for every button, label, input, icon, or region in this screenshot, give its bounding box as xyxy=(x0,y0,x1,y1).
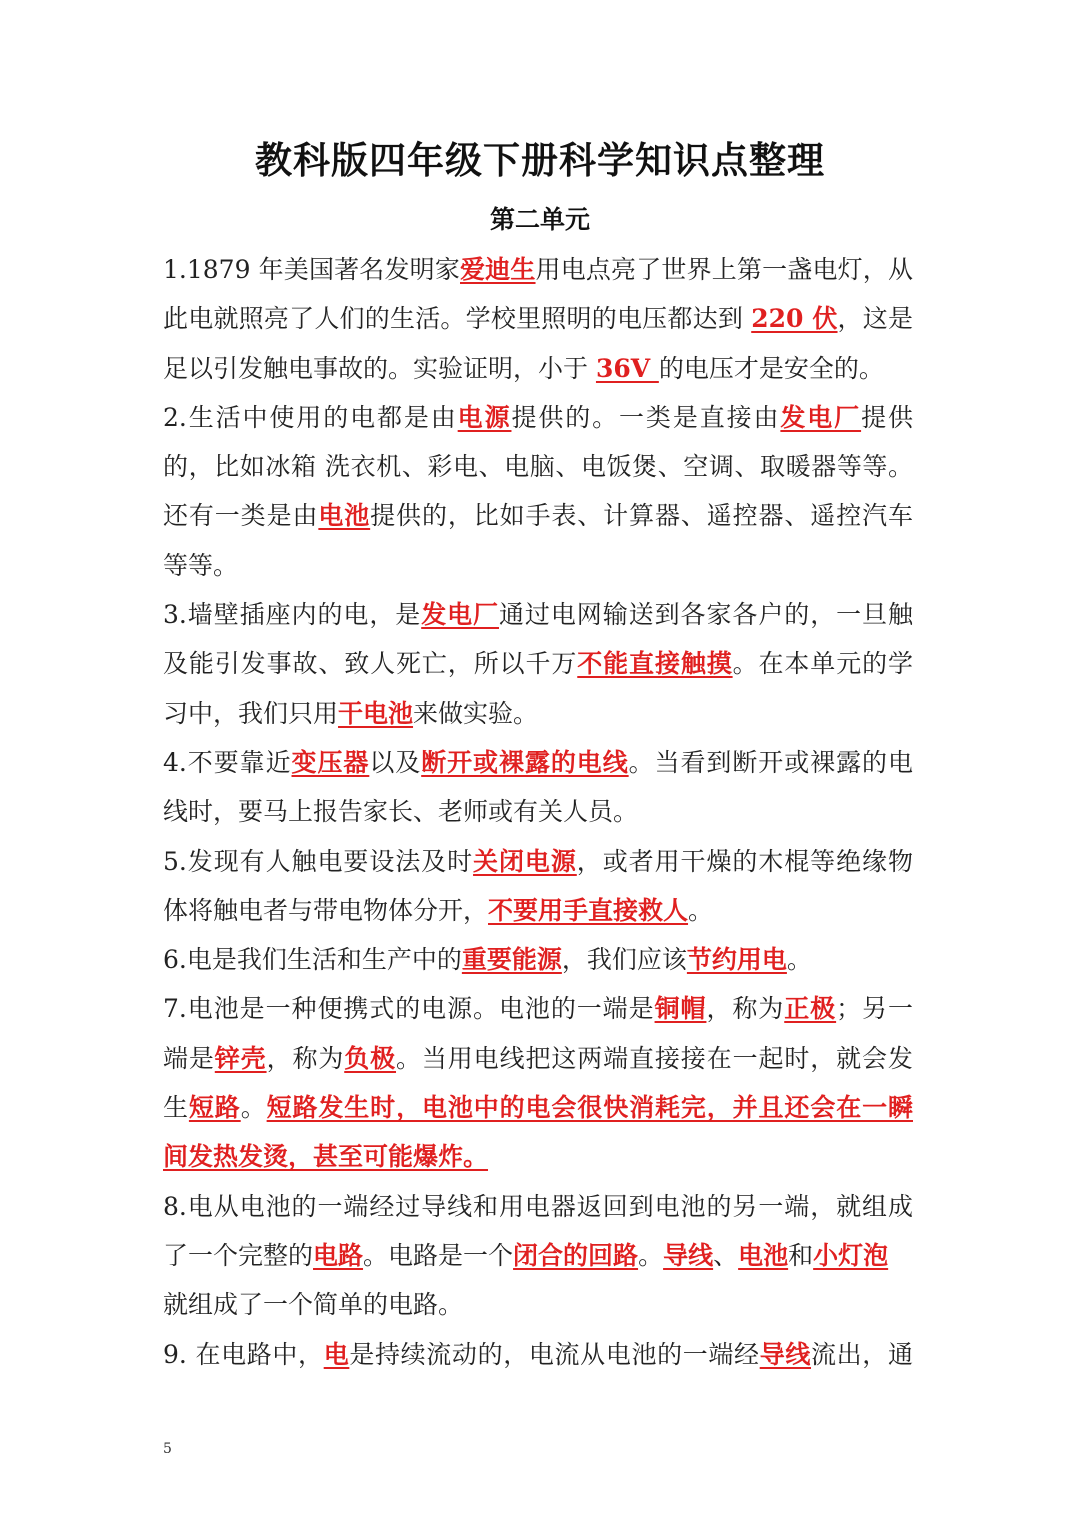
highlighted-term: 电路 xyxy=(313,1240,364,1270)
text-run: 。在本单元的学 xyxy=(732,649,913,679)
text-run: 8.电从电池的一端经过导线和用电器返回到电池的另一端，就组成 xyxy=(163,1191,913,1221)
text-line xyxy=(163,837,913,886)
text-run: 习中，我们只用 xyxy=(163,698,339,728)
highlighted-term: 闭合的回路 xyxy=(513,1240,639,1270)
text-run: ，这是 xyxy=(837,304,913,334)
text-run: 的，比如冰箱 洗衣机、彩电、电脑、电饭煲、空调、取暖器等等。 xyxy=(163,452,913,482)
text-line xyxy=(163,886,913,935)
text-run: ，称为 xyxy=(266,1043,345,1073)
text-run: 2.生活中使用的电都是由 xyxy=(163,402,458,432)
text-line xyxy=(163,1280,913,1329)
highlighted-term: 不能直接触摸 xyxy=(577,649,733,679)
text-run: 线时，要马上报告家长、老师或有关人员。 xyxy=(163,797,639,827)
highlighted-term: 导线 xyxy=(759,1339,811,1369)
text-run: 足以引发触电事故的。实验证明，小于 xyxy=(163,353,596,383)
section-heading: 第二单元 xyxy=(489,205,590,234)
text-line xyxy=(163,393,913,442)
text-run: 等等。 xyxy=(163,550,239,580)
text-line xyxy=(163,1231,913,1280)
text-line xyxy=(163,541,913,590)
text-line xyxy=(163,689,913,738)
text-line xyxy=(163,639,913,688)
highlighted-term: 电池 xyxy=(318,501,371,531)
highlighted-term: 短路发生时，电池中的电会很快消耗完，并且还会在一瞬 xyxy=(266,1093,913,1123)
highlighted-term: 220 伏 xyxy=(751,304,838,334)
body-text xyxy=(163,245,913,1379)
text-run: 流出，通 xyxy=(811,1339,913,1369)
text-run: 5.发现有人触电要设法及时 xyxy=(163,846,474,876)
highlighted-term: 负极 xyxy=(344,1043,397,1073)
highlighted-term: 锌壳 xyxy=(214,1043,267,1073)
text-run: ，或者用干燥的木棍等绝缘物 xyxy=(576,846,913,876)
text-run: 提供的。一类是直接由 xyxy=(511,402,781,432)
text-run: 来做实验。 xyxy=(413,698,539,728)
text-line xyxy=(163,590,913,639)
text-run: 通过电网输送到各家各户的，一旦触 xyxy=(499,600,913,630)
highlighted-term: 36V xyxy=(595,353,659,383)
text-line xyxy=(163,442,913,491)
highlighted-term: 间发热发烫，甚至可能爆炸。 xyxy=(163,1142,489,1172)
text-line xyxy=(163,344,913,393)
highlighted-term: 小灯泡 xyxy=(813,1240,889,1270)
text-line xyxy=(163,787,913,836)
text-run: 1.1879 年美国著名发明家 xyxy=(163,255,460,284)
text-run: 。 xyxy=(638,1240,664,1270)
text-line xyxy=(163,245,913,294)
text-run: 以及 xyxy=(369,747,422,777)
text-run: 就组成了一个简单的电路。 xyxy=(163,1290,464,1320)
text-run: ；另一 xyxy=(836,994,913,1024)
text-run: 。当看到断开或裸露的电 xyxy=(628,747,913,777)
text-run: 4.不要靠近 xyxy=(163,747,292,777)
highlighted-term: 断开或裸露的电线 xyxy=(421,747,629,777)
text-run: 是持续流动的，电流从电池的一端经 xyxy=(349,1339,760,1369)
text-run: 7.电池是一种便携式的电源。电池的一端是 xyxy=(163,994,655,1024)
highlighted-term: 重要能源 xyxy=(461,945,562,975)
text-run: 端是 xyxy=(163,1043,215,1073)
text-line xyxy=(163,935,913,984)
highlighted-term: 节约用电 xyxy=(686,945,787,975)
text-line xyxy=(163,1132,913,1181)
text-line xyxy=(163,294,913,343)
highlighted-term: 电池 xyxy=(738,1240,789,1270)
text-line xyxy=(163,738,913,787)
page-number: 5 xyxy=(163,1441,172,1457)
highlighted-term: 干电池 xyxy=(338,698,414,728)
text-run: 。 xyxy=(786,945,812,975)
highlighted-term: 关闭电源 xyxy=(473,846,577,876)
highlighted-term: 电源 xyxy=(457,402,512,432)
highlighted-term: 爱迪生 xyxy=(460,255,536,284)
text-run: 、 xyxy=(713,1240,739,1270)
text-line xyxy=(163,1330,913,1379)
text-line xyxy=(163,1034,913,1083)
text-run: 了一个完整的 xyxy=(163,1240,314,1270)
text-run: 9. 在电路中， xyxy=(163,1339,324,1369)
text-run: ，我们应该 xyxy=(561,945,687,975)
text-run: 及能引发事故、致人死亡，所以千万 xyxy=(163,649,578,679)
text-run: 还有一类是由 xyxy=(163,501,319,531)
text-run: 提供的，比如手表、计算器、遥控器、遥控汽车 xyxy=(370,501,913,531)
text-run: 生 xyxy=(163,1093,189,1123)
text-line xyxy=(163,984,913,1033)
highlighted-term: 不要用手直接救人 xyxy=(488,895,689,925)
text-run: 3.墙壁插座内的电，是 xyxy=(163,600,422,630)
text-line xyxy=(163,1083,913,1132)
highlighted-term: 短路 xyxy=(188,1093,241,1123)
text-run: 提供 xyxy=(861,402,913,432)
text-run: 。电路是一个 xyxy=(363,1240,514,1270)
text-line xyxy=(163,491,913,540)
text-run: 和 xyxy=(788,1240,814,1270)
highlighted-term: 变压器 xyxy=(291,747,370,777)
highlighted-term: 导线 xyxy=(663,1240,714,1270)
highlighted-term: 铜帽 xyxy=(654,994,707,1024)
text-run: 6.电是我们生活和生产中的 xyxy=(163,945,462,975)
text-run: 。 xyxy=(688,895,714,925)
text-run: 的电压才是安全的。 xyxy=(658,353,884,383)
highlighted-term: 发电厂 xyxy=(421,600,499,630)
text-run: 。当用电线把这两端直接接在一起时，就会发 xyxy=(396,1043,913,1073)
text-line xyxy=(163,1182,913,1231)
text-run: 体将触电者与带电物体分开， xyxy=(163,895,489,925)
text-run: 用电点亮了世界上第一盏电灯，从 xyxy=(535,255,913,284)
text-run: ，称为 xyxy=(706,994,785,1024)
highlighted-term: 电 xyxy=(323,1339,350,1369)
text-run: 此电就照亮了人们的生活。学校里照明的电压都达到 xyxy=(163,304,752,334)
text-run: 。 xyxy=(240,1093,267,1123)
page-title: 教科版四年级下册科学知识点整理 xyxy=(255,139,825,182)
highlighted-term: 正极 xyxy=(784,994,837,1024)
highlighted-term: 发电厂 xyxy=(780,402,862,432)
